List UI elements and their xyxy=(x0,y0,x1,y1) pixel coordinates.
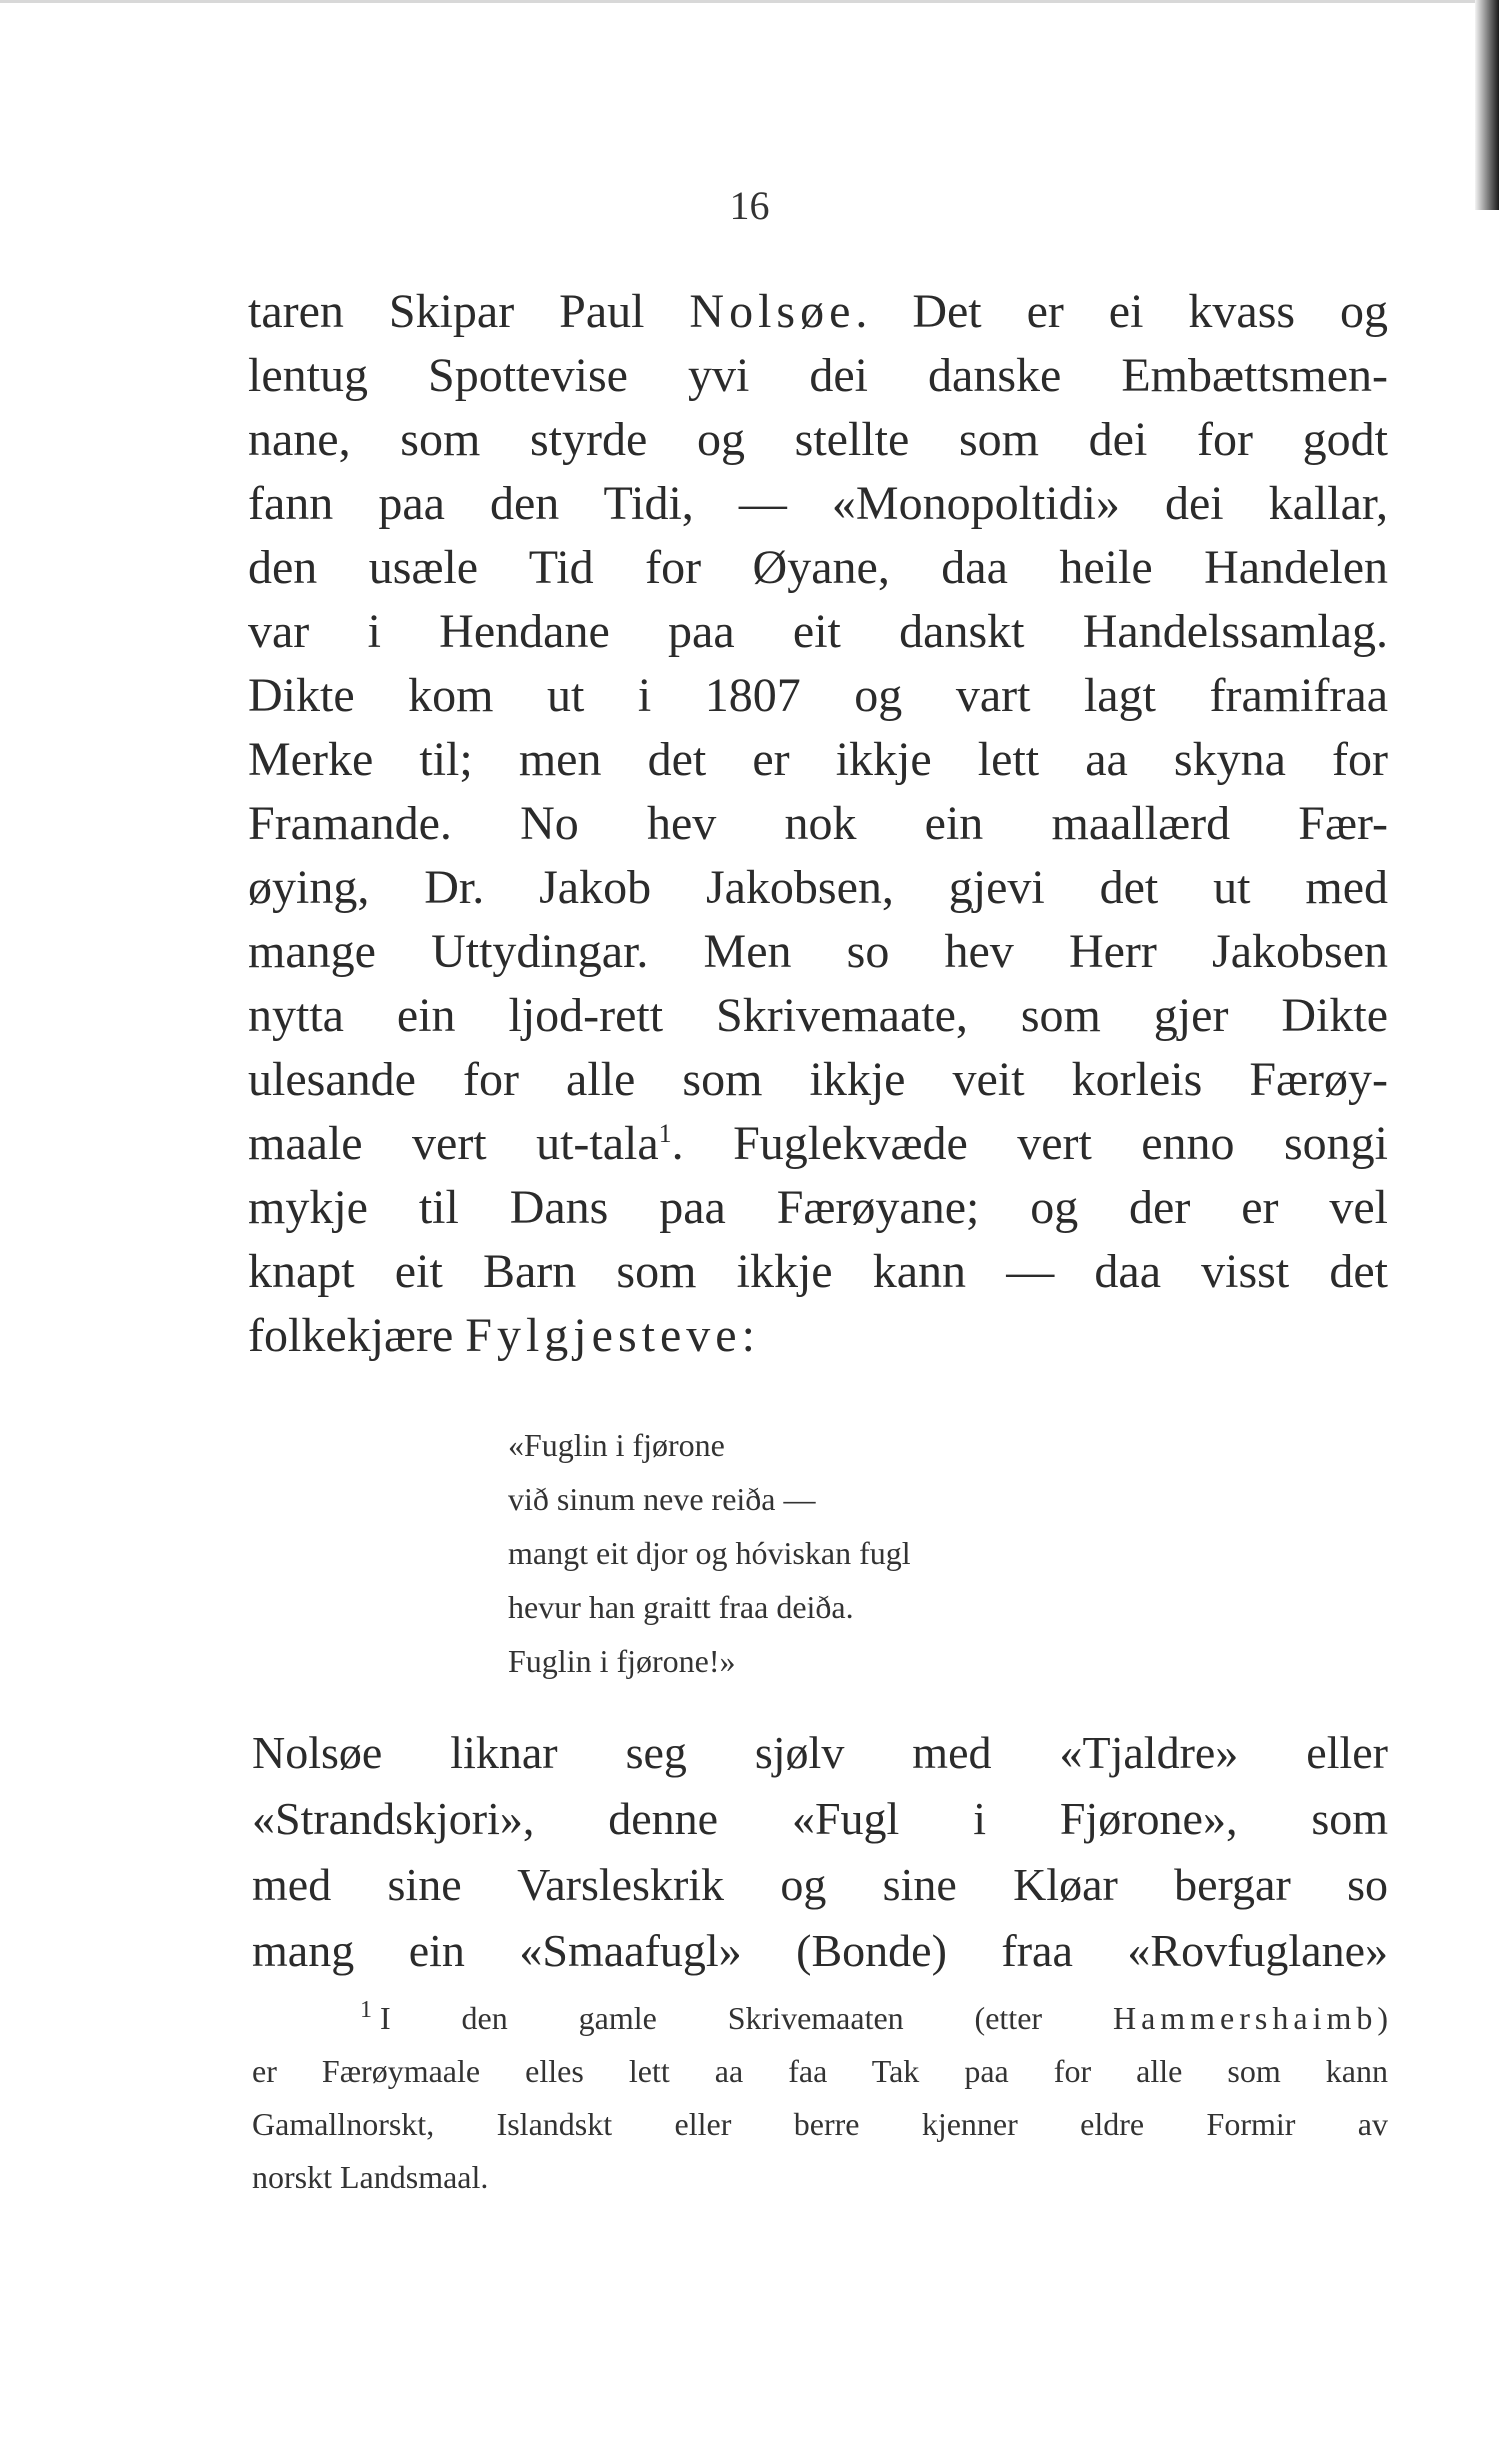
text-line: mang ein «Smaafugl» (Bonde) fraa «Rovfuglane» xyxy=(252,1925,1388,1976)
name-hammershaimb: Hammershaimb xyxy=(1112,2000,1378,2036)
text-run: maale vert ut-tala xyxy=(248,1117,659,1170)
text-line: Dikte kom ut i 1807 og vart lagt framifraa xyxy=(248,669,1388,722)
name-fylgjesteve: Fylgjesteve xyxy=(465,1309,742,1362)
name-nolsoe: Nolsøe xyxy=(689,285,856,338)
poem-line: Fuglin i fjørone!» xyxy=(508,1643,736,1679)
text-line xyxy=(248,1304,1388,1368)
poem-line: við sinum neve reiða — xyxy=(508,1481,816,1517)
page-number: 16 xyxy=(729,183,770,228)
text-line: lentug Spottevise yvi dei danske Embættsmen- xyxy=(248,349,1388,402)
text-line: den usæle Tid for Øyane, daa heile Handelen xyxy=(248,541,1388,594)
footnote-line xyxy=(252,1992,1388,2045)
poem-line: «Fuglin i fjørone xyxy=(508,1427,725,1463)
text-line: med sine Varsleskrik og sine Kløar bergar so xyxy=(252,1859,1388,1910)
text-run: ) xyxy=(1377,2000,1388,2036)
poem-quote xyxy=(508,1418,1208,1688)
paragraph-2 xyxy=(252,1720,1388,1984)
scan-edge-shadow xyxy=(1475,0,1499,210)
text-run: . Det er ei kvass og xyxy=(855,285,1388,338)
text-line: mange Uttydingar. Men so hev Herr Jakobsen xyxy=(248,925,1388,978)
text-line: nytta ein ljod-rett Skrivemaate, som gjer Dikte xyxy=(248,989,1388,1042)
footnote-reference: 1 xyxy=(658,1119,672,1148)
text-line: Nolsøe liknar seg sjølv med «Tjaldre» eller xyxy=(252,1727,1388,1778)
footnote xyxy=(252,1992,1388,2204)
paragraph-1 xyxy=(248,280,1388,1368)
footnote-line: Gamallnorskt, Islandskt eller berre kjenner eldre Formir av xyxy=(252,2106,1388,2142)
footnote-line: er Færøymaale elles lett aa faa Tak paa for alle som kann xyxy=(252,2053,1388,2089)
text-run: : xyxy=(741,1309,755,1362)
text-line: øying, Dr. Jakob Jakobsen, gjevi det ut med xyxy=(248,861,1388,914)
text-line: ulesande for alle som ikkje veit korleis Færøy- xyxy=(248,1053,1388,1106)
page-top-edge xyxy=(0,0,1499,3)
text-line: Merke til; men det er ikkje lett aa skyna for xyxy=(248,733,1388,786)
text-line: fann paa den Tidi, — «Monopoltidi» dei kallar, xyxy=(248,477,1388,530)
text-line xyxy=(248,1112,1388,1176)
footnote-marker: 1 xyxy=(360,1997,372,2024)
text-line: var i Hendane paa eit danskt Handelssamlag. xyxy=(248,605,1388,658)
text-run: folkekjære xyxy=(248,1309,466,1362)
footnote-line: norskt Landsmaal. xyxy=(252,2159,489,2195)
text-line: knapt eit Barn som ikkje kann — daa visst det xyxy=(248,1245,1388,1298)
text-run: . Fuglekvæde vert enno songi xyxy=(671,1117,1388,1170)
text-run: I den gamle Skrivemaaten (etter xyxy=(380,2000,1113,2036)
poem-line: mangt eit djor og hóviskan fugl xyxy=(508,1535,911,1571)
text-line xyxy=(248,280,1388,344)
text-line: nane, som styrde og stellte som dei for godt xyxy=(248,413,1388,466)
poem-line: hevur han graitt fraa deiða. xyxy=(508,1589,854,1625)
text-run: taren Skipar Paul xyxy=(248,285,690,338)
text-line: mykje til Dans paa Færøyane; og der er vel xyxy=(248,1181,1388,1234)
text-line: Framande. No hev nok ein maallærd Fær- xyxy=(248,797,1388,850)
text-line: «Strandskjori», denne «Fugl i Fjørone», som xyxy=(252,1793,1388,1844)
